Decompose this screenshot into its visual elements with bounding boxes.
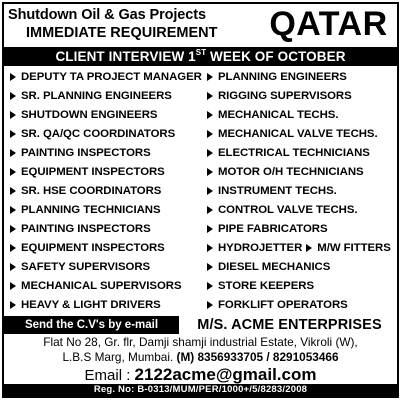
arrow-bullet-icon [207,111,213,119]
position-title: RIGGING SUPERVISORS [218,90,352,102]
arrow-bullet-icon [10,263,16,271]
phone-numbers: (M) 8356933705 / 8291053466 [176,350,339,364]
position-title: EQUIPMENT INSPECTORS [21,242,165,254]
position-row [4,296,397,315]
arrow-bullet-icon [207,206,213,214]
position-row [4,87,397,106]
arrow-bullet-icon [10,225,16,233]
position-left [10,220,151,239]
position-row [4,220,397,239]
position-title: STORE KEEPERS [218,280,314,292]
arrow-bullet-icon [207,282,213,290]
position-title: EQUIPMENT INSPECTORS [21,166,165,178]
header-titles [8,6,258,44]
position-right [207,163,364,182]
position-right [207,87,352,106]
arrow-bullet-icon [207,130,213,138]
arrow-bullet-icon [207,149,213,157]
position-title: MECHANICAL TECHS. [218,109,339,121]
position-title: PLANNING ENGINEERS [218,71,347,83]
position-right [207,144,370,163]
send-cv-label: Send the C.V's by e-mail [4,316,179,334]
position-title: CONTROL VALVE TECHS. [218,204,358,216]
position-title: ELECTRICAL TECHNICIANS [218,147,370,159]
position-left [10,277,182,296]
interview-banner [4,47,397,66]
position-left [10,125,175,144]
position-title: DIESEL MECHANICS [218,261,331,273]
position-right [207,258,330,277]
position-row [4,106,397,125]
position-row [4,201,397,220]
position-left [10,182,161,201]
position-left [10,68,202,87]
position-title: INSTRUMENT TECHS. [218,185,337,197]
position-right [207,277,314,296]
arrow-bullet-icon [207,244,213,252]
email-address[interactable]: 2122acme@gmail.com [134,365,317,384]
position-title: PLANNING TECHNICIANS [21,204,161,216]
position-left [10,258,150,277]
arrow-bullet-icon [10,92,16,100]
position-title: SR. QA/QC COORDINATORS [21,128,176,140]
arrow-bullet-icon [10,187,16,195]
position-row [4,277,397,296]
arrow-bullet-icon [10,73,16,81]
position-right [207,239,391,258]
project-title: Shutdown Oil & Gas Projects [8,7,206,23]
position-left [10,87,172,106]
email-label: Email : [84,367,135,384]
position-title: MECHANICAL SUPERVISORS [21,280,182,292]
position-row [4,144,397,163]
address-line-1: Flat No 28, Gr. flr, Damji shamji industrial Estate, Vikroli (W), [43,335,358,349]
position-row [4,163,397,182]
position-right [207,68,347,87]
position-left [10,239,165,258]
position-row [4,182,397,201]
position-right [207,106,338,125]
arrow-bullet-icon [207,168,213,176]
position-title: SR. PLANNING ENGINEERS [21,90,172,102]
position-title: M/W FITTERS [317,242,391,254]
position-right [207,182,337,201]
position-title: HEAVY & LIGHT DRIVERS [21,299,161,311]
address-street: L.B.S Marg, Mumbai. [62,350,177,364]
registration-number: Reg. No: B-0313/MUM/PER/1000+/5/8283/2008 [4,384,397,396]
position-row [4,239,397,258]
address-line-2 [4,350,397,365]
position-left [10,106,157,125]
banner-text-pre: CLIENT INTERVIEW 1 [55,49,196,64]
banner-text-post: WEEK OF OCTOBER [206,49,346,64]
arrow-bullet-icon [10,301,16,309]
arrow-bullet-icon [207,92,213,100]
position-title: SAFETY SUPERVISORS [21,261,151,273]
contact-footer [4,316,397,396]
job-advertisement [2,2,399,398]
email-line [4,365,397,384]
arrow-bullet-icon [10,244,16,252]
position-right [207,220,328,239]
position-right [207,125,378,144]
position-title: SR. HSE COORDINATORS [21,185,162,197]
position-left [10,163,165,182]
position-title: MECHANICAL VALVE TECHS. [218,128,378,140]
banner-ordinal-suffix: ST [195,48,207,57]
position-right [207,296,348,315]
position-row [4,258,397,277]
company-address [4,335,397,365]
position-title: PAINTING INSPECTORS [21,223,151,235]
arrow-bullet-icon [207,263,213,271]
position-left [10,201,161,220]
position-left [10,296,161,315]
arrow-bullet-icon [10,282,16,290]
arrow-bullet-icon [10,111,16,119]
arrow-bullet-icon [207,73,213,81]
position-left [10,144,151,163]
arrow-bullet-icon [10,149,16,157]
arrow-bullet-icon [207,187,213,195]
position-title: FORKLIFT OPERATORS [218,299,348,311]
position-row [4,68,397,87]
arrow-bullet-icon [10,130,16,138]
arrow-bullet-icon [306,244,312,252]
position-right [207,201,358,220]
requirement-title: IMMEDIATE REQUIREMENT [26,25,218,41]
arrow-bullet-icon [207,301,213,309]
arrow-bullet-icon [207,225,213,233]
country-name: QATAR [269,5,388,43]
ad-header [4,4,397,47]
position-row [4,125,397,144]
arrow-bullet-icon [10,168,16,176]
arrow-bullet-icon [10,206,16,214]
position-title: PAINTING INSPECTORS [21,147,151,159]
position-title: PIPE FABRICATORS [218,223,328,235]
position-title: HYDROJETTER [218,242,303,254]
position-title: MOTOR O/H TECHNICIANS [218,166,364,178]
position-title: SHUTDOWN ENGINEERS [21,109,158,121]
company-name: M/S. ACME ENTERPRISES [197,317,382,333]
position-title: DEPUTY TA PROJECT MANAGER [21,71,202,83]
